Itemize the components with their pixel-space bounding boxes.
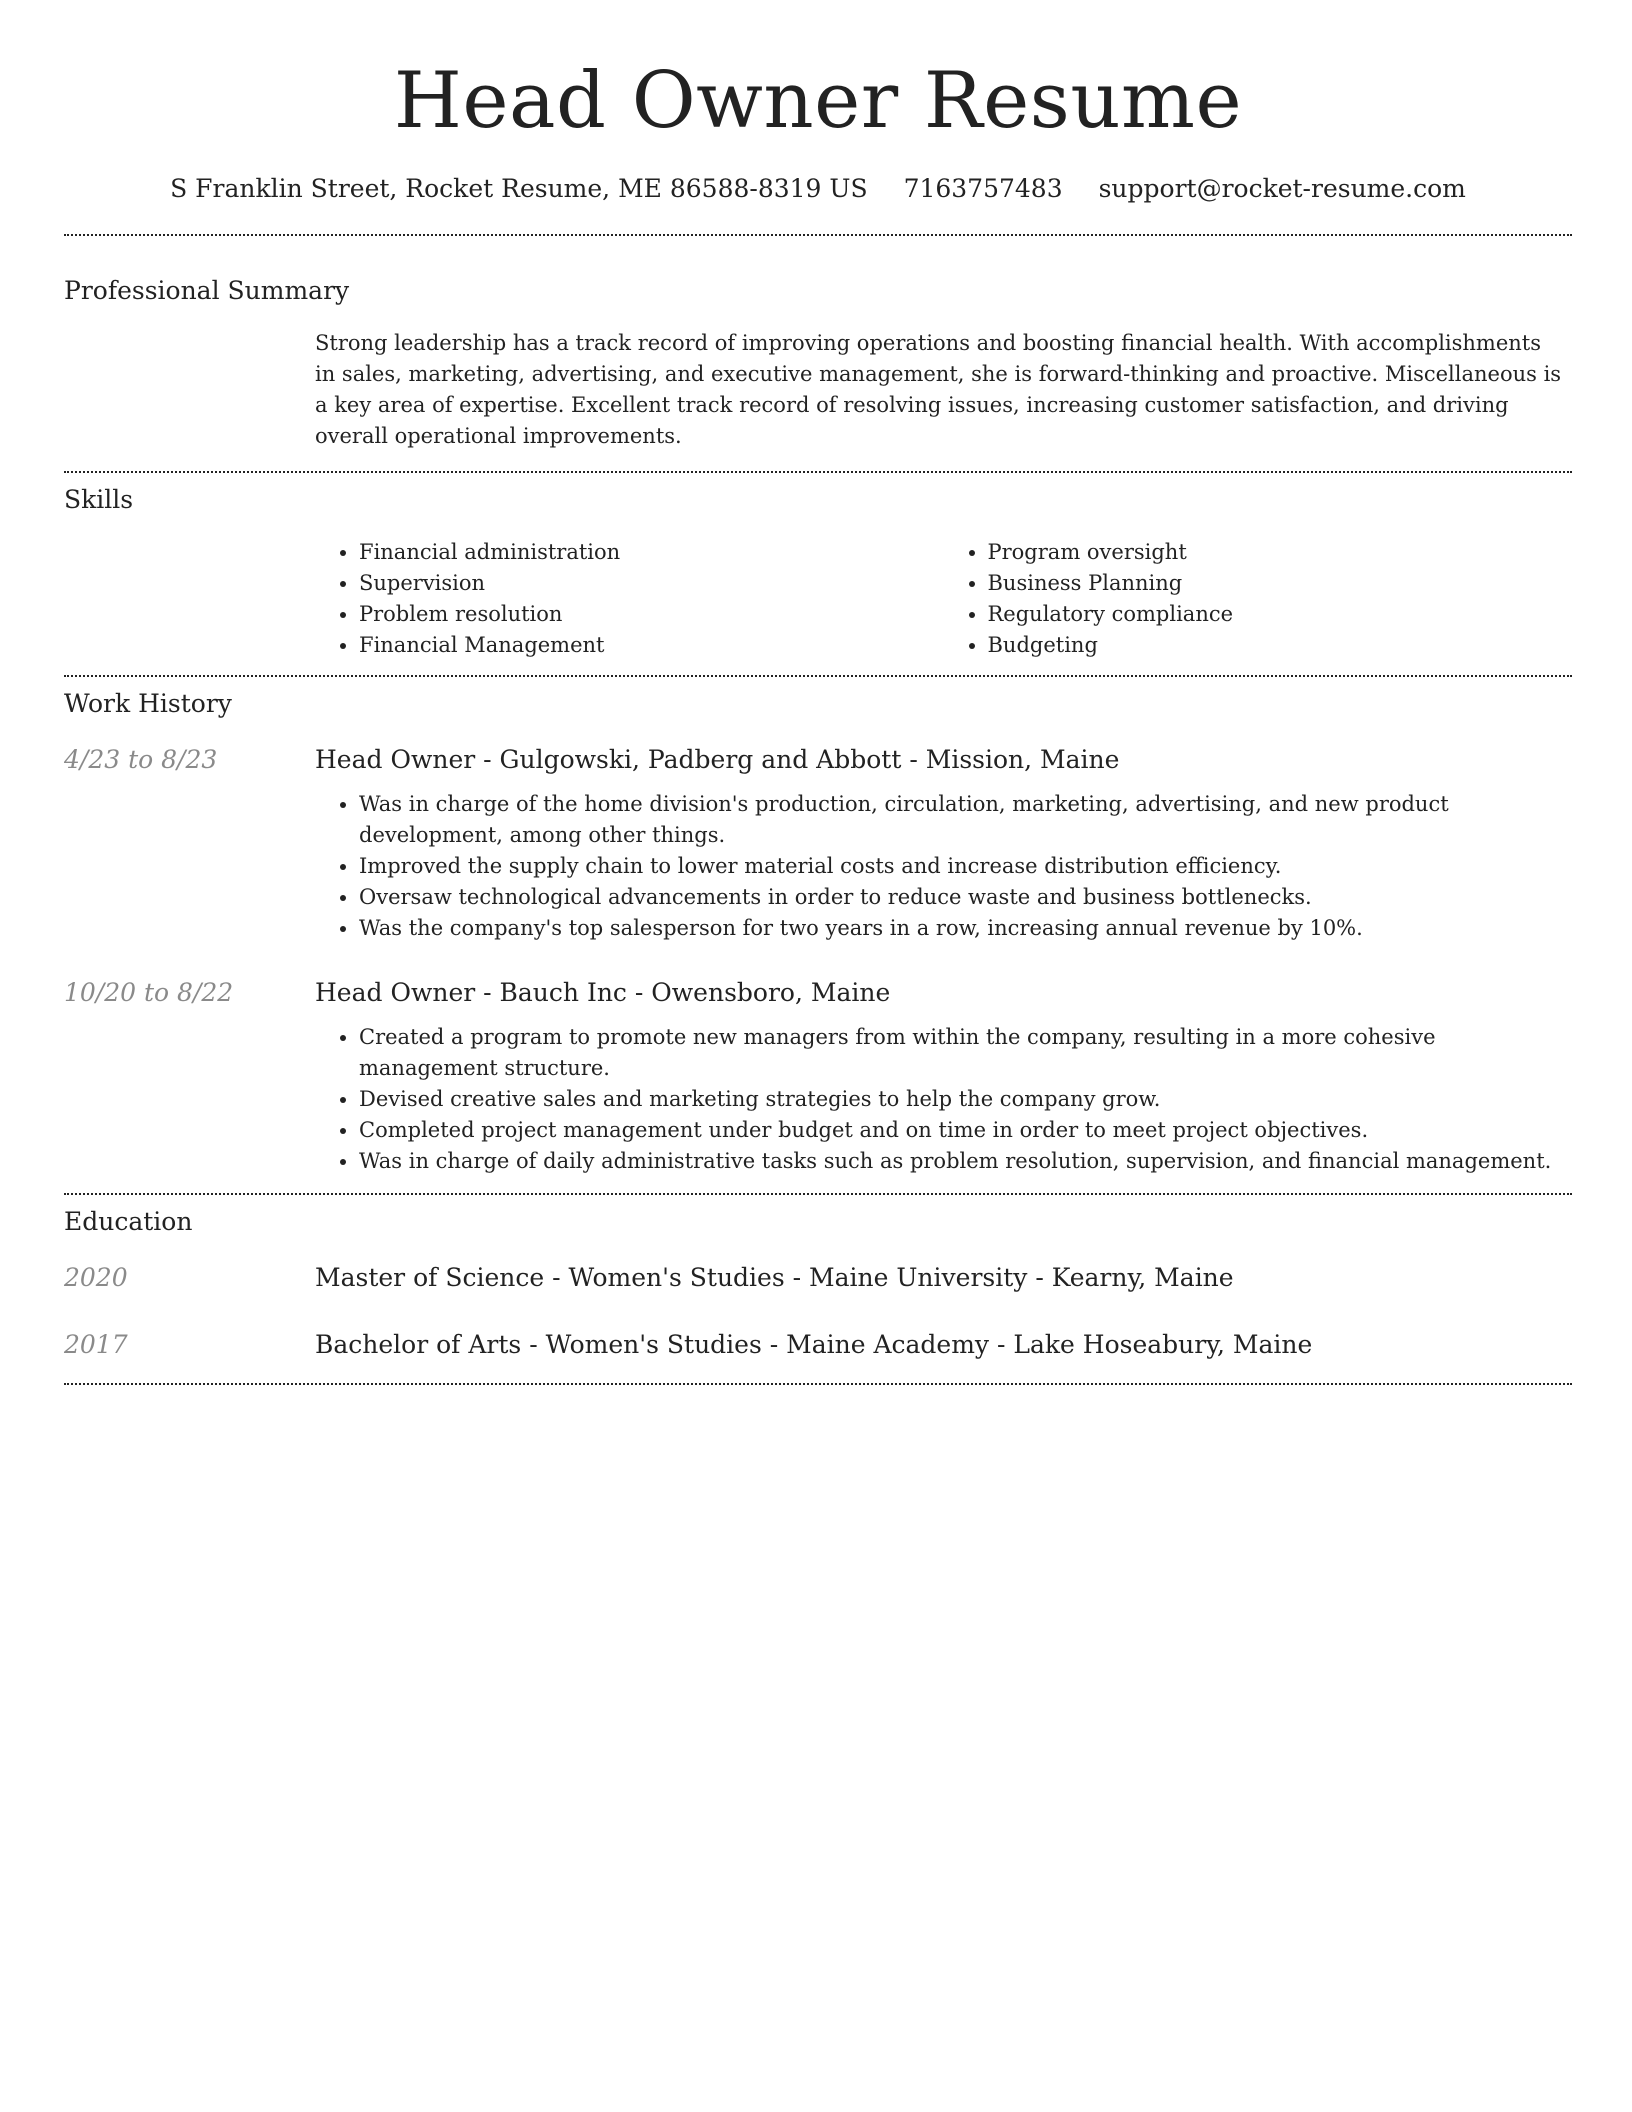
section-title-summary: Professional Summary <box>64 276 350 305</box>
skill-item: • Business Planning <box>988 568 1573 599</box>
job-bullet: • Created a program to promote new managers from within the company, resulting in a more cohesive management structure. <box>359 1022 1572 1084</box>
education-detail: Master of Science - Women's Studies - Maine University - Kearny, Maine <box>315 1263 1234 1292</box>
job-heading: Head Owner - Bauch Inc - Owensboro, Maine <box>315 978 891 1007</box>
education-year: 2017 <box>64 1330 128 1359</box>
job-entry <box>64 745 1572 944</box>
resume-title: Head Owner Resume <box>393 56 1243 146</box>
job-heading: Head Owner - Gulgowski, Padberg and Abbott - Mission, Maine <box>315 745 1120 774</box>
job-bullet: • Was the company's top salesperson for two years in a row, increasing annual revenue by 10%. <box>359 913 1572 944</box>
skill-item: • Regulatory compliance <box>988 599 1573 630</box>
section-title-skills: Skills <box>64 485 134 514</box>
education-entry <box>64 1330 1572 1360</box>
divider <box>64 1193 1572 1195</box>
skill-item: • Supervision <box>359 568 944 599</box>
divider <box>64 675 1572 677</box>
skill-item: • Budgeting <box>988 630 1573 661</box>
contact-line <box>64 174 1572 204</box>
job-bullet: • Improved the supply chain to lower material costs and increase distribution efficiency. <box>359 851 1572 882</box>
contact-email: support@rocket-resume.com <box>1098 174 1466 203</box>
skills-column-left <box>315 537 944 661</box>
education-entry <box>64 1263 1572 1293</box>
divider <box>64 234 1572 236</box>
summary-text: Strong leadership has a track record of improving operations and boosting financial health. With accomplishments in sales, marketing, advertising, and executive management, she is forward-thinking and proactive. Miscellaneous is a key area of expertise. Excellent track record of resolving issues, increasing customer satisfaction, and driving overall operational improvements. <box>315 331 1562 448</box>
section-title-education: Education <box>64 1207 193 1236</box>
skill-item: • Financial administration <box>359 537 944 568</box>
contact-phone: 7163757483 <box>903 174 1063 203</box>
job-body <box>315 745 1572 944</box>
resume-page <box>64 0 1572 1385</box>
job-bullet: • Completed project management under budget and on time in order to meet project objectives. <box>359 1115 1572 1146</box>
job-bullets <box>315 789 1572 944</box>
skill-item: • Financial Management <box>359 630 944 661</box>
section-title-work: Work History <box>64 689 232 718</box>
skill-item: • Program oversight <box>988 537 1573 568</box>
job-bullet: • Was in charge of the home division's production, circulation, marketing, advertising, and new product development, among other things. <box>359 789 1572 851</box>
job-entry <box>64 978 1572 1177</box>
skills-column-right <box>944 537 1573 661</box>
job-bullet: • Oversaw technological advancements in order to reduce waste and business bottlenecks. <box>359 882 1572 913</box>
job-dates: 10/20 to 8/22 <box>64 978 234 1007</box>
job-bullet: • Was in charge of daily administrative tasks such as problem resolution, supervision, and financial management. <box>359 1146 1572 1177</box>
job-dates: 4/23 to 8/23 <box>64 745 218 774</box>
divider <box>64 471 1572 473</box>
job-bullet: • Devised creative sales and marketing strategies to help the company grow. <box>359 1084 1572 1115</box>
job-body <box>315 978 1572 1177</box>
skill-item: • Problem resolution <box>359 599 944 630</box>
education-year: 2020 <box>64 1263 128 1292</box>
job-bullets <box>315 1022 1572 1177</box>
divider <box>64 1383 1572 1385</box>
education-detail: Bachelor of Arts - Women's Studies - Maine Academy - Lake Hoseabury, Maine <box>315 1330 1313 1359</box>
contact-address: S Franklin Street, Rocket Resume, ME 86588-8319 US <box>170 174 868 203</box>
skills-list <box>315 537 1572 661</box>
